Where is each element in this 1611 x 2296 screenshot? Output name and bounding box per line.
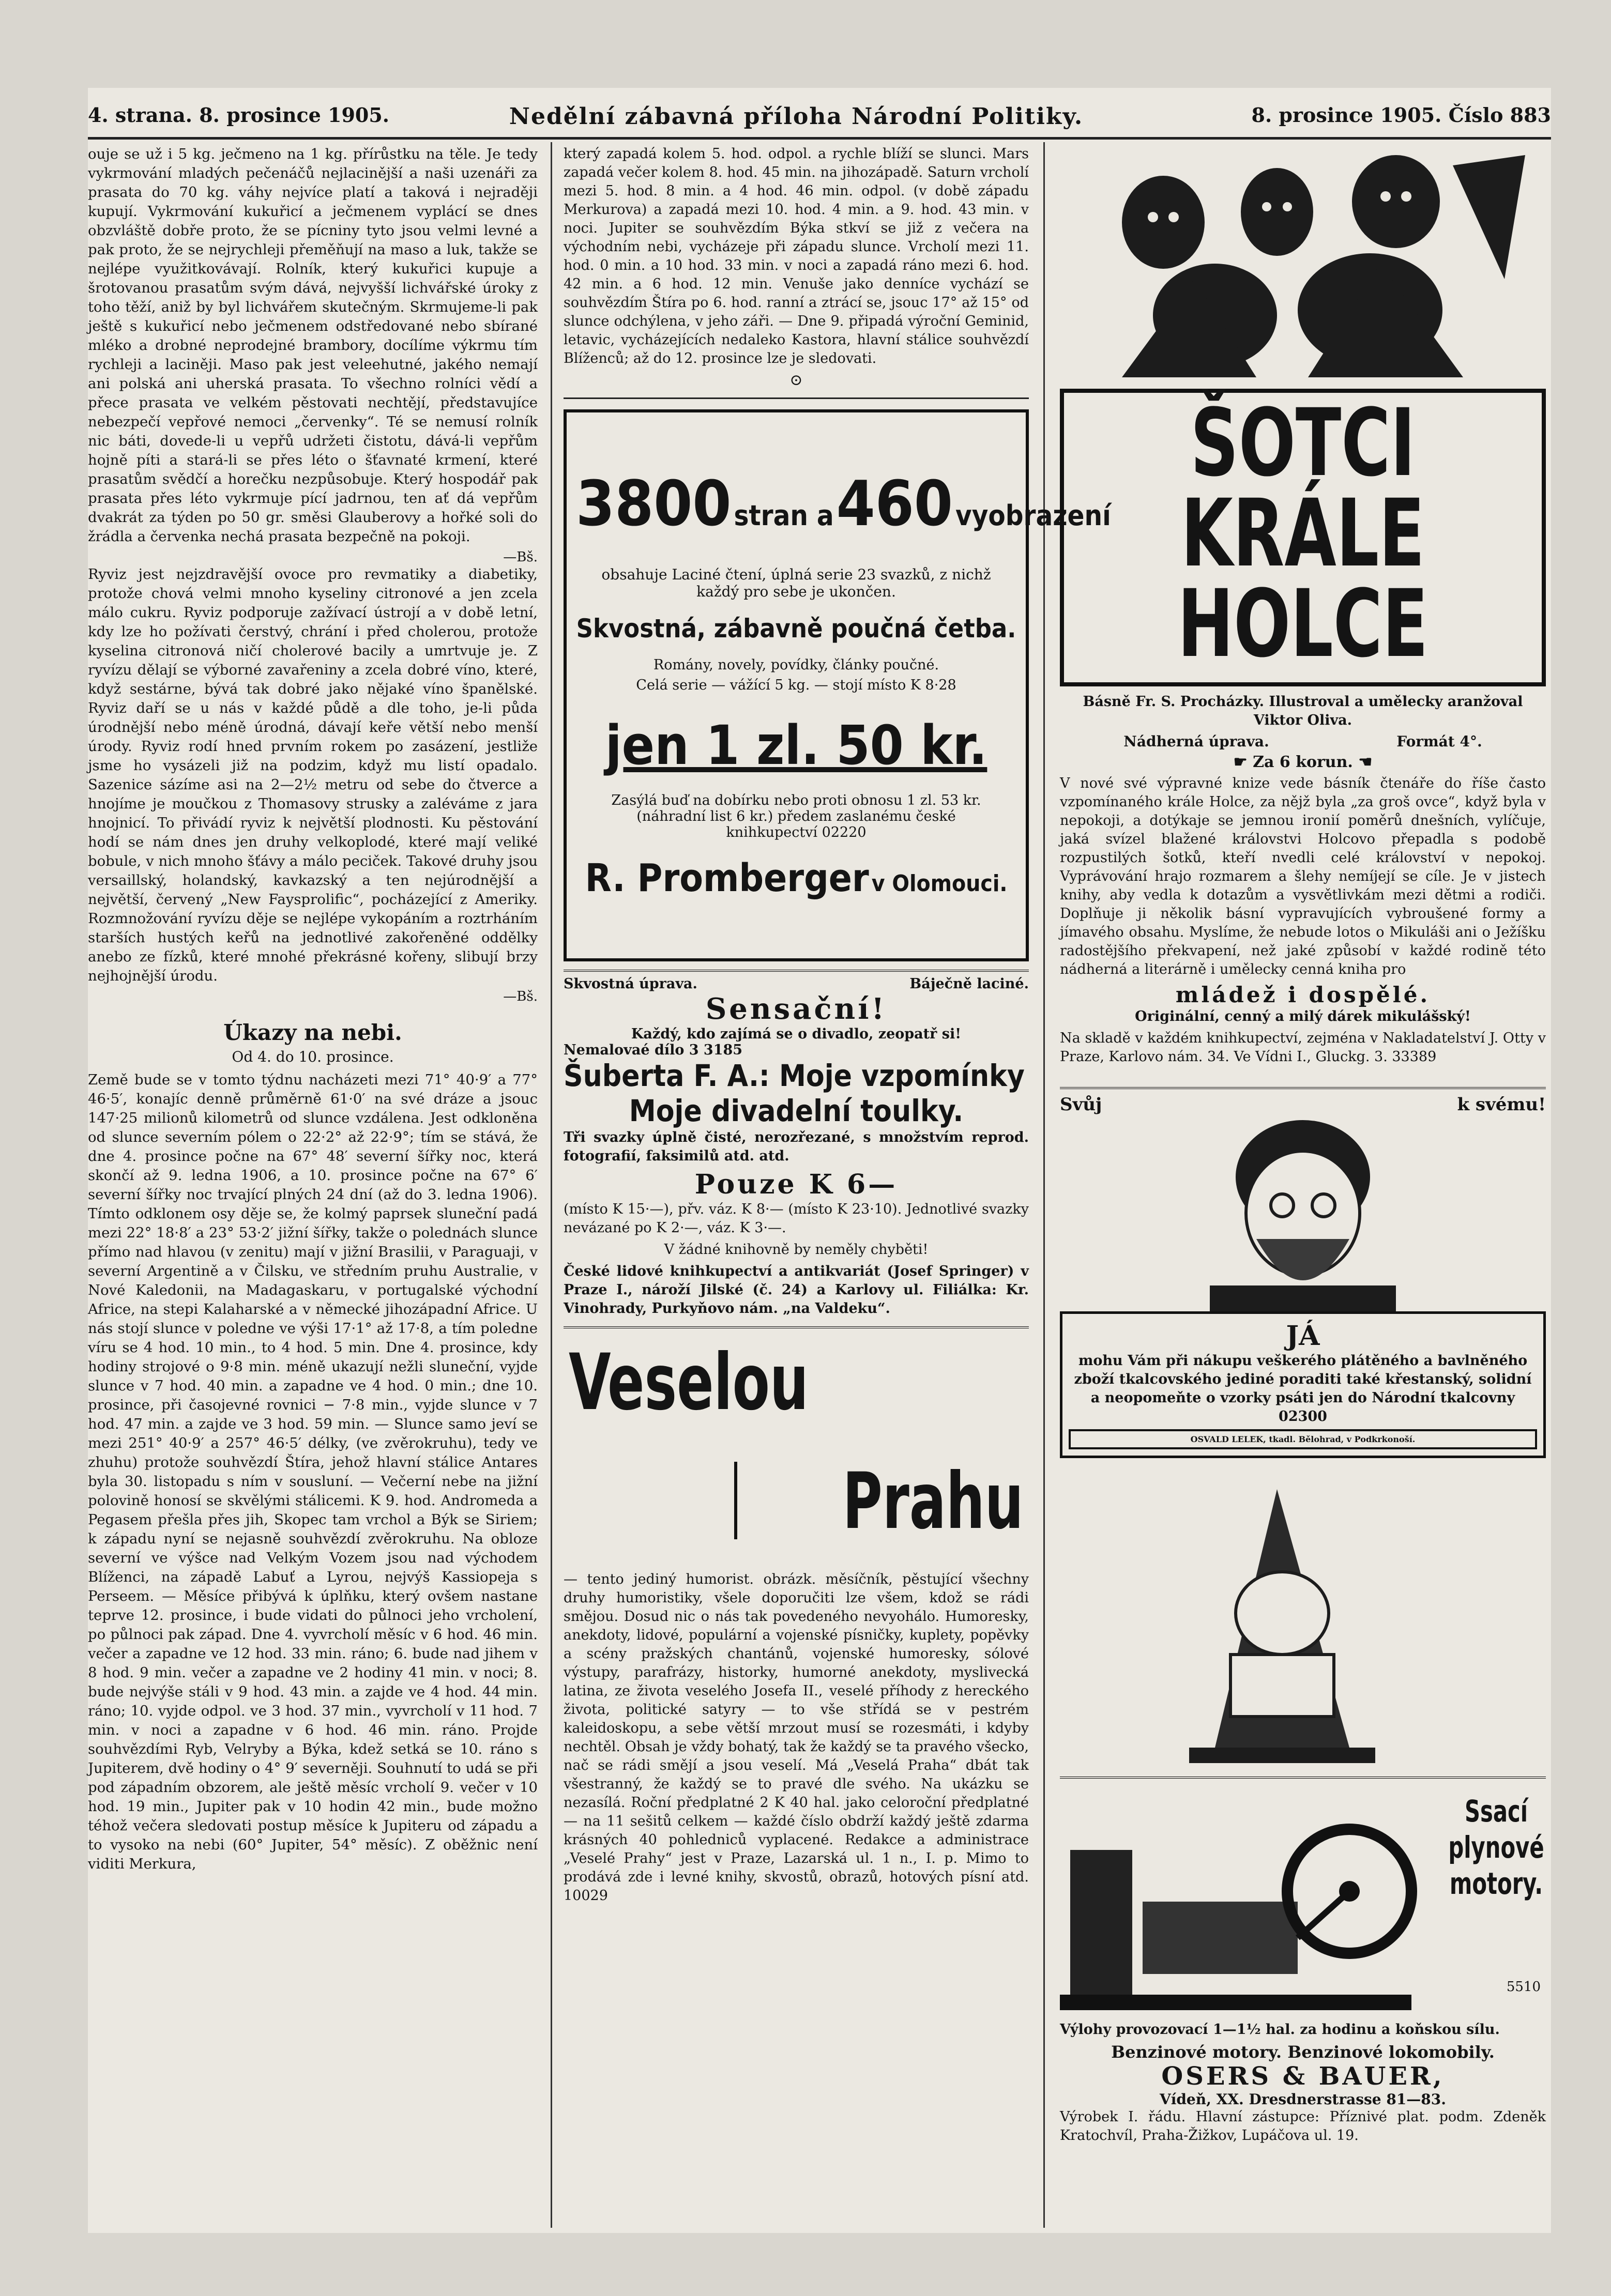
goblins-illustration [1060,145,1546,382]
rule [564,970,1029,972]
article-pigs: ouje se už i 5 kg. ječmeno na 1 kg. přírůstku na těle. Je tedy vykrmování mladých pečenáčů nejlacinější a naši uzenáři za prasata do 70 kg. váhy nejvíce platí a taková i nejraději kupují. Vykrmování kukuřicí a ječmenem vyplácí se dnes obzvláště dobře proto, že se pícniny tyto jsou velmi levné a pak proto, že se nejrychleji přeměňují na maso a luk, takže se nejlépe využitkovávají. Rolník, který kukuřici kupuje a šrotovanou prasatům svým dává, nejvyšší lichvářské úroky z toho těží, aniž by byl lichvářem skutečným. Skrmujeme-li pak ještě s kukuřicí nebo ječmenem odstředované nebo sbírané mléko a drobné neprodejné brambory, docílíme výkrmu tím rychleji a laciněji. Maso pak jest veleehutné, jakého nemají ani polská ani uherská prasata. To všechno rolníci vědí a přece prasata ve velkém pěstovati nechtějí, představujíce nebezpečí vepřové nemoci „červenky“. Té se nemusí rolník nic báti, dovede-li u vepřů udržeti čistotu, dává-li vepřům hojně píti a stará-li se přes léto o šťavnaté krmení, které prasatům svědčí a horečku nezpůsobuje. Který hospodář pak prasata přes léto vykrmuje pící jadrnou, ten ať dá vepřům dvakrát za týden po 50 gr. směsi Glauberovy a hořké soli do žrádla a červenka nechá prasata bezpečně na pokoji. [88,146,538,545]
column-1 [88,145,538,2223]
ad-sotci-title: ŠOTCI KRÁLE HOLCE [1177,389,1428,678]
ad-line: Benzinové motory. Benzinové lokomobily. [1111,2042,1495,2062]
ad-book-title: Šuberta F. A.: Moje vzpomínky [564,1058,1025,1093]
column-divider [1043,142,1045,2228]
article-sky: Země bude se v tomto týdnu nacházeti mezi 71° 40·9′ a 77° 46·5′, konajíc denně průměrně 61·0′ na své dráze a jsouc 147·25 milionů kilometrů od slunce vzdálena. Jest odkloněna od slunce severním pólem o 22·2° až 22·9°; tím se stává, že dne 4. prosince počne na 67° 48′ severní šířky noc, která skončí až 9. ledna 1906, a 10. prosince počne na 67° 6′ severní šířky noc trvající plných 24 dní (až do 3. ledna 1906). Tímto odklonem osy děje se, že kolmý paprsek sluneční padá mezi 22° 18·8′ a 23° 53·2′ jižní šířky, takže o polednách slunce přímo nad hlavou (v zenitu) mají v jižní Brasilii, v Paraguaji, v severní Argentině a v Čilsku, ve středním pruhu Australie, v Nové Kaledonii, na Madagaskaru, v portugalské východní Africe, na stepi Kalaharské a v německé jihozápadní Africe. U nás stojí slunce v poledne ve výši 17·1° až 17·8, a tím poledne víru se 4 hod. 10 min., to 4 hod. 5 min. Dne 4. prosince, kdy hodiny strojové o 9·8 min. méně ukazují nežli sluneční, vyjde slunce v 7 hod. 40 min. a zapadne ve 4 hod. 0 min.; dne 10. prosince, při časojevné rovnici − 7·8 min., vyjde slunce v 7 hod. 47 min. a zajde ve 3 hod. 59 min. — Slunce samo jeví se mezi 251° 40·9′ a 257° 46·5′ délky, (ve zvěrokruhu), tedy ve zhuhu) protože souhvězdí Štíra, jehož hlavní stálice Antares byla 30. listopadu s ním v sousluní. — Večerní nebe na jižní polovině honosí se skvělými stálicemi. K 9. hod. Andromeda a Pegasem přešla přes jih, Skopec tam vrchol a Býk se Siriem; k západu nyní se nejasně souhvězdí zvěrokruhu. Na obloze severní ve výšce nad Velkým Vozem jsou nad východem Blíženci, na západě Labuť a Lyrou, nejvýš Kassiopeja s Perseem. — Měsíce přibývá k úplňku, který ovšem nastane teprve 12. prosince, i bude vidati do půlnoci jeho vrcholení, po půlnoci pak západ. Dne 4. vyvrcholí měsíc v 6 hod. 46 min. večer a zapadne ve 12 hod. 33 min. ráno; 6. bude nad jihem v 8 hod. 9 min. večer a zapadne ve 2 hodiny 41 min. v noci; 8. bude nejvýše stáli v 9 hod. 43 min. a zajde ve 4 hod. 44 min. ráno; 10. vyjde odpol. ve 3 hod. 37 min., vyvrcholí v 11 hod. 7 min. v noci a zapadne v 6 hod. 46 min. ráno. Projde souhvězdími Ryb, Velryby a Býka, kdež setká se 10. ráno s Jupiterem, dvě hodiny o 4° 9′ severněji. Souhnutí to udá se při pod západním obzorem, ale ještě měsíc vrcholí 9. večer v 10 hod. 19 min., Jupiter pak v 10 hodin 42 min., bude možno téhož večera sledovati postup měsíce k Jupiteru od západu a to vysoko na nebi (60° Jupiter, 54° měsíc). Z oběžnic není viditi Merkura, [88,1072,538,1872]
ad-line: Tři svazky úplně čisté, nerozřezané, s množstvím reprod. fotografií, faksimilů atd. atd. [564,1129,1029,1164]
ad-suberta-top: Skvostná úprava. Báječně laciné. [564,976,1029,992]
page-header [88,103,1551,140]
ad-line: (místo K 15·—), přv. váz. K 8·— (místo K 23·10). Jednotlivé svazky nevázané po K 2·—, váz. K 3·—. [564,1201,1029,1236]
end-mark: ⊙ [789,371,803,389]
ad-line: obsahuje Laciné čtení, úplná serie 23 svazků, z nichž každý pro sebe je ukončen. [601,566,991,600]
ad-audience: mládež i dospělé. [1175,982,1431,1007]
ad-sensation: Sensační! [705,992,887,1026]
ad-vesela-text: — tento jediný humorist. obrázk. měsíčník, pěstující všechny druhy humoristiky, všele doporučiti lze všem, kdož se rádi smějou. Dosud nic o nás tak povedeného nevyohálo. Humoresky, anekdoty, lidové, populární a vojenské písničky, kuplety, popěvky a scény pražských chantánů, vojenské humoresky, sólové výstupy, parafrázy, historky, humorné anekdoty, myslivecká latina, ze života veselého Josefa II., veselé příhody z hereckého života, politické satyry — to vše střídá se v pestrém kaleidoskopu, a sebe větší mrzout musí se rozesmáti, i kdyby nechtěl. Obsah je vždy bohatý, tak že každý se ta pravého všecko, nač se rádi smějí a jsou veselí. Má „Veselá Praha“ dbát tak všestranný, že každý se to pravé dle svého. Na ukázku se nezasílá. Roční předplatné 2 K 40 hal. jako celoroční předplatné — na 11 sešitů celkem — každé číslo obdrží každý ještě zdarma krásných 40 pohledniců vyplacené. Redakce a administrace „Veselé Prahy“ jest v Praze, Lazarská ul. 1 n., I. p. Mimo to prodává zde i levné knihy, skvostů, obrazů, hotových písní atd. 10029 [564,1571,1029,1904]
section-subtitle: Od 4. do 10. prosince. [232,1048,394,1065]
newspaper-page [88,88,1551,2233]
ad-line: Nádherná úprava. Formát 4°. [1123,733,1482,750]
ad-line: Každý, kdo zajímá se o divadlo, zeopatř si! [631,1026,962,1042]
ad-lelek-top: Svůj k svému! [1060,1094,1546,1115]
ad-firm: OSERS & BAUER, [1161,2062,1445,2091]
ad-book-title: Moje divadelní toulky. [629,1093,964,1128]
ad-price: Pouze K 6— [694,1169,898,1200]
header-title: Nedělní zábavná příloha Národní Politiky. [509,103,1084,130]
ad-promberger [564,409,1111,961]
ad-headline: 3800 stran a 460 vyobrazení [576,468,1111,540]
header-right: 8. prosince 1905. Číslo 883 [1251,103,1551,127]
rule [564,397,1029,399]
ad-firm: R. Promberger v Olomouci. [585,856,1008,900]
bar [734,1462,737,1539]
man-portrait-illustration [1060,1115,1546,1311]
ad-line: Romány, novely, povídky, články poučné. [653,657,939,673]
ad-lelek-box [1060,1311,1546,1458]
ad-price: jen 1 zl. 50 kr. [605,714,987,777]
ad-line: mohu Vám při nákupu veškerého plátěného a bavlněného zboží tkalcovského jediné poraditi také křestanský, solidní a neopomeňte o vzorky psáti jen do Národní tkalcovny 02300 [1074,1353,1532,1425]
article-sky-continued: který zapadá kolem 5. hod. odpol. a rychle blíží se slunci. Mars zapadá večer kolem 8. hod. 45 min. na jihozápadě. Saturn vrcholí mezi 5. hod. 8 min. a 4 hod. 46 min. odpol. (v době západu Merkurova) a zapadá mezi 10. hod. 4 min. a 9. hod. 43 min. v noci. Jupiter se souhvězdím Býka stkví se již z večera na východním nebi, vycházeje při západu slunce. Vrcholí mezi 11. hod. 0 min. a 10 hod. 33 min. v noci a zapadá ráno mezi 6. hod. 42 min. a 6 hod. 12 min. Venuše jako denníce vychází se souhvězdím Štíra po 6. hod. ranní a ztrácí se, jsouc 17° až 15° od slunce odchýlena, v jeho záři. — Dne 9. připadá výroční Geminid, letavic, vycházejících nedaleko Kastora, hlavní stálice souhvězdí Blíženců; až do 12. prosince lze je sledovati. [564,146,1029,366]
pointing-hand-icon: ☛ [1233,753,1253,771]
ad-subhead: Skvostná, zábavně poučná četba. [576,614,1016,644]
ad-line: Zasýlá buď na dobírku nebo proti obnosu 1 zl. 53 kr. (náhradní list 6 kr.) předem zaslanému české knihkupectví 02220 [611,792,981,840]
column-2 [564,145,1111,2223]
header-rule [88,137,1551,140]
ad-osers-bauer [1060,1783,1546,2021]
section-title: Úkazy na nebi. [223,1020,402,1045]
ad-line: V žádné knihovně by neměly chyběti! [664,1242,929,1258]
ad-line: České lidové knihkupectví a antikvariát (Josef Springer) v Praze I., nároží Jilské (č. 24) a Karlovy ul. Filiálka: Kr. Vinohrady, Purkyňovo nám. „na Valdeku“. [564,1263,1029,1317]
ad-praha-word: Prahu [843,1457,1024,1547]
header-left: 4. strana. 8. prosince 1905. [88,103,390,127]
signature: —Bš. [503,989,538,1004]
ad-address: Vídeň, XX. Dresdnerstrasse 81—83. [1159,2091,1447,2108]
ad-sotci-frame [1060,389,1546,686]
ad-line: Celá serie — vážící 5 kg. — stojí místo K 8·28 [636,677,956,693]
column-3 [1060,145,1546,2223]
ad-engine-title: Ssací plynové motory. [1448,1794,1544,1901]
engine-illustration [1060,1788,1411,2015]
ad-vesela-word: Veselou [569,1338,809,1428]
ad-line: Nemalovaé dílo 3 3185 [564,1042,743,1058]
ad-line: Na skladě v každém knihkupectví, zejména v Nakladatelství J. Otty v Praze, Karlovo nám. 34. Ve Vídni I., Gluckg. 3. 33389 [1060,1030,1546,1065]
ad-line: Originální, cenný a milý dárek mikulášský! [1135,1008,1471,1024]
ad-line: Výlohy provozovací 1—1½ hal. za hodinu a koňskou sílu. [1060,2022,1500,2038]
ad-line: Výrobek I. řádu. Hlavní zástupce: Příznivé plat. podm. Zdeněk Kratochvíl, Praha-Žižkov, Lupáčova ul. 19. [1060,2109,1546,2144]
ad-price: ☛ Za 6 korun. ☚ [1233,753,1373,771]
rule [564,1326,1029,1328]
ad-line: Básně Fr. S. Procházky. Illustroval a umělecky aranžoval Viktor Oliva. [1083,694,1523,728]
ad-sotci-text: V nové své výpravné knize vede básník čtenáře do říše často vzpomínaného krále Holce, za nějž byla „za groš ovce“, když byla v nepokoji, a dotýkaje se jemnou ironií poměrů dnešních, vylíčuje, jaká svízel blažené královstvi Holcovo přepadla s podobě rozpustilých šotků, kteří nvedli celé království v nepokoj. Vyprávování hrajo rozmarem a šlehy nemíjejí se cíle. Je v jistech knihy, aby vedla k dotazům a vysvětlivkám mezi dětmi a rodiči. Doplňuje ji několik básní vypravujících vybroušené formy a jímavého obsahu. Myslíme, že nebude lotos o Mikuláši ani o Ježíšku radostějšího překvapení, než jaké způsobí v každé rodině této nádherná a literárně i umělecky cenná kniha pro [1060,775,1546,977]
ad-vesela-praha [564,1333,1029,1570]
signature: —Bš. [503,549,538,565]
column-divider [551,142,552,2228]
rule [1060,1087,1546,1089]
gnome-figure-illustration [1060,1458,1546,1768]
article-rhubarb: Ryviz jest nejzdravější ovoce pro revmatiky a diabetiky, protože chová velmi mnoho kyseliny citronové a jen zcela málo cukru. Ryviz podporuje zažívací ústrojí a v době letní, kdy lze ho požívati čerstvý, chrání i před cholerou, protože kyselina citronová ničí cholerové bacily a umrtvuje je. Z ryvízu dělají se výborné zavařeniny a zcela dobré víno, které, když sestárne, bývá tak dobré jako nějaké víno španělské. Ryviz daří se u nás v každé půdě a dle toho, je-li půda úrodnější nebo méně úrodná, dávají keře větší nebo menší úrody. Ryviz rodí hned prvním rokem po zasázení, jestliže jsme ho vysázeli již na podzim, když mu listí opadalo. Sazenice sázíme asi na 2—2½ metru od sebe do čtverce a hnojíme je moučkou z Thomasovy strusky a zaléváme z jara hnojnicí. To přivádí ryviz k největší plodnosti. Ku pěstování hodí se nám dnes jen druhy velkoplodé, které mají veliké bobule, v nich mnoho šťávy a málo peciček. Takové druhy jsou versaillský, holandský, kavkazský a ten nejúrodnější a největší, červený „New Faysprolific“, pocházející z Ameriky. Rozmnožování ryvízu děje se nejlépe vykopáním a roztrháním starších hustých keřů na jednotlivé zakořeněné oddělky anebo ze fízků, které mnohé překrásné kořeny, slibují brzy nejhojnější úrodu. [88,566,538,984]
ad-ja: JÁ [1286,1320,1320,1352]
ad-code: 5510 [1506,1979,1541,1995]
ad-firm: OSVALD LELEK, tkadl. Bělohrad, v Podkrkonoší. [1069,1429,1537,1449]
pointing-hand-icon: ☚ [1352,753,1373,771]
rule [1060,1777,1546,1779]
